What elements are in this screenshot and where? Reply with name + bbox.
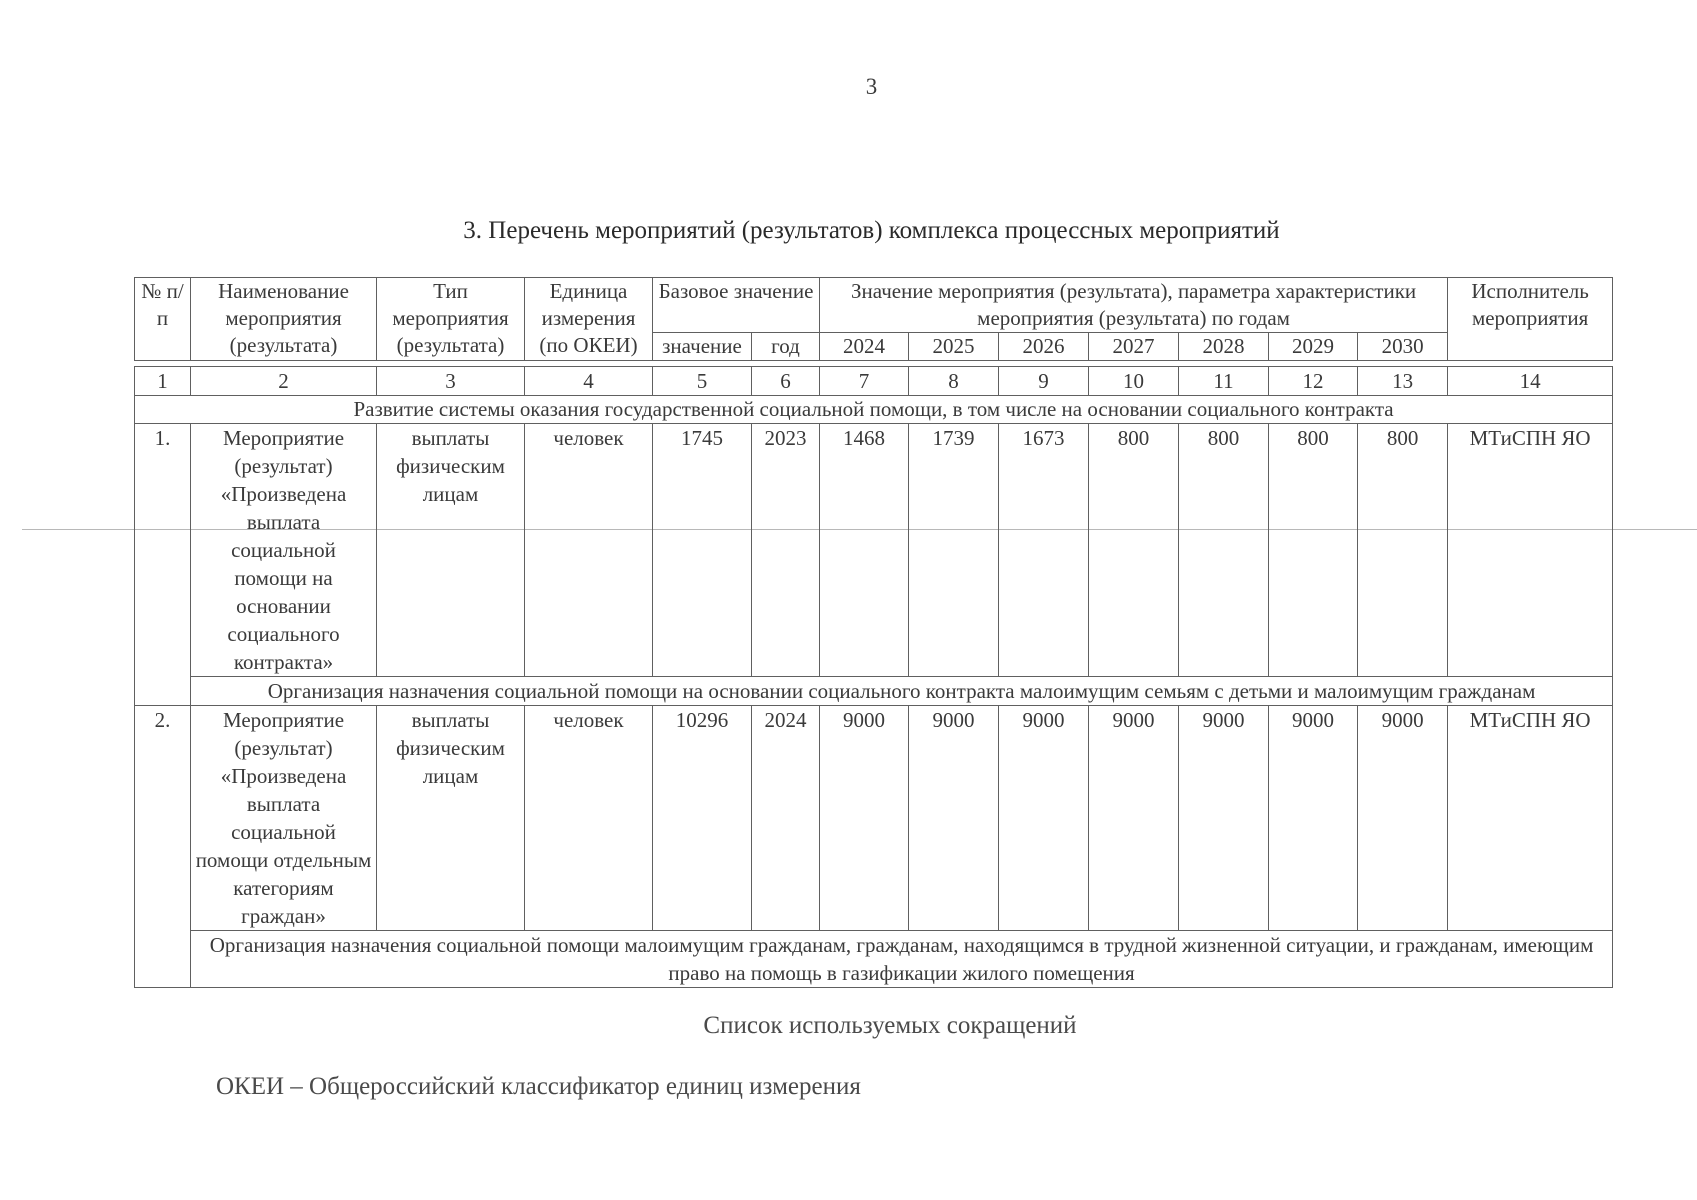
year-value: 800 [1179,424,1269,677]
measure-unit: человек [525,424,653,677]
year-value: 800 [1358,424,1448,677]
section-row [135,396,1613,424]
abbreviation-item: ОКЕИ – Общероссийский классификатор единиц измерения [216,1073,861,1100]
column-number: 8 [909,367,999,396]
column-number: 2 [191,367,377,396]
header-year: 2030 [1358,333,1448,361]
year-value: 9000 [1179,706,1269,931]
year-value: 800 [1089,424,1179,677]
column-number: 4 [525,367,653,396]
header-base: Базовое значение [653,278,820,333]
column-number: 10 [1089,367,1179,396]
header-row [135,278,1613,333]
year-value: 800 [1269,424,1358,677]
year-value: 9000 [1269,706,1358,931]
header-year: 2027 [1089,333,1179,361]
column-number: 7 [820,367,909,396]
header-values-by-year: Значение мероприятия (результата), параметра характеристики мероприятия (результата) по годам [820,278,1448,333]
measure-type: выплаты физическим лицам [377,424,525,677]
year-value: 9000 [1358,706,1448,931]
header-year: 2026 [999,333,1089,361]
base-year: 2023 [752,424,820,677]
section-title: Развитие системы оказания государственной социальной помощи, в том числе на основании социального контракта [135,396,1613,424]
header-unit: Единица измерения (по ОКЕИ) [525,278,653,361]
column-number: 3 [377,367,525,396]
header-year: 2025 [909,333,999,361]
measure-unit: человек [525,706,653,931]
year-value: 9000 [999,706,1089,931]
column-numbers-row [135,367,1613,396]
measure-name: Мероприятие (результат) «Произведена выплата социальной помощи отдельным категориям граждан» [191,706,377,931]
column-number: 12 [1269,367,1358,396]
table-row [135,706,1613,931]
base-year: 2024 [752,706,820,931]
description-row [135,931,1613,988]
header-executor: Исполнитель мероприятия [1448,278,1613,361]
executor: МТиСПН ЯО [1448,706,1613,931]
year-value: 1468 [820,424,909,677]
measure-name: Мероприятие (результат) «Произведена выплата социальной помощи на основании социального контракта» [191,424,377,677]
year-value: 9000 [909,706,999,931]
header-base-year: год [752,333,820,361]
column-number: 6 [752,367,820,396]
description-row [135,677,1613,706]
year-value: 9000 [820,706,909,931]
base-value: 10296 [653,706,752,931]
header-name: Наименование мероприятия (результата) [191,278,377,361]
header-year: 2024 [820,333,909,361]
column-number: 5 [653,367,752,396]
column-number: 1 [135,367,191,396]
measure-type: выплаты физическим лицам [377,706,525,931]
column-number: 11 [1179,367,1269,396]
row-number: 1. [135,424,191,706]
header-base-value: значение [653,333,752,361]
executor: МТиСПН ЯО [1448,424,1613,677]
abbreviations-title: Список используемых сокращений [703,1012,1077,1039]
column-number: 13 [1358,367,1448,396]
header-num: № п/п [135,278,191,361]
measure-description: Организация назначения социальной помощи малоимущим гражданам, гражданам, находящимся в трудной жизненной ситуации, и гражданам, имеющим право на помощь в газификации жилого помещения [191,931,1613,988]
header-year: 2029 [1269,333,1358,361]
table-title: 3. Перечень мероприятий (результатов) комплекса процессных мероприятий [463,217,1280,244]
year-value: 1673 [999,424,1089,677]
base-value: 1745 [653,424,752,677]
column-number: 14 [1448,367,1613,396]
row-number: 2. [135,706,191,988]
table-row [135,424,1613,677]
column-number: 9 [999,367,1089,396]
year-value: 1739 [909,424,999,677]
year-value: 9000 [1089,706,1179,931]
header-type: Тип мероприятия (результата) [377,278,525,361]
header-year: 2028 [1179,333,1269,361]
measures-table [134,277,1613,988]
page-number: 3 [865,74,878,99]
measure-description: Организация назначения социальной помощи на основании социального контракта малоимущим семьям с детьми и малоимущим гражданам [191,677,1613,706]
